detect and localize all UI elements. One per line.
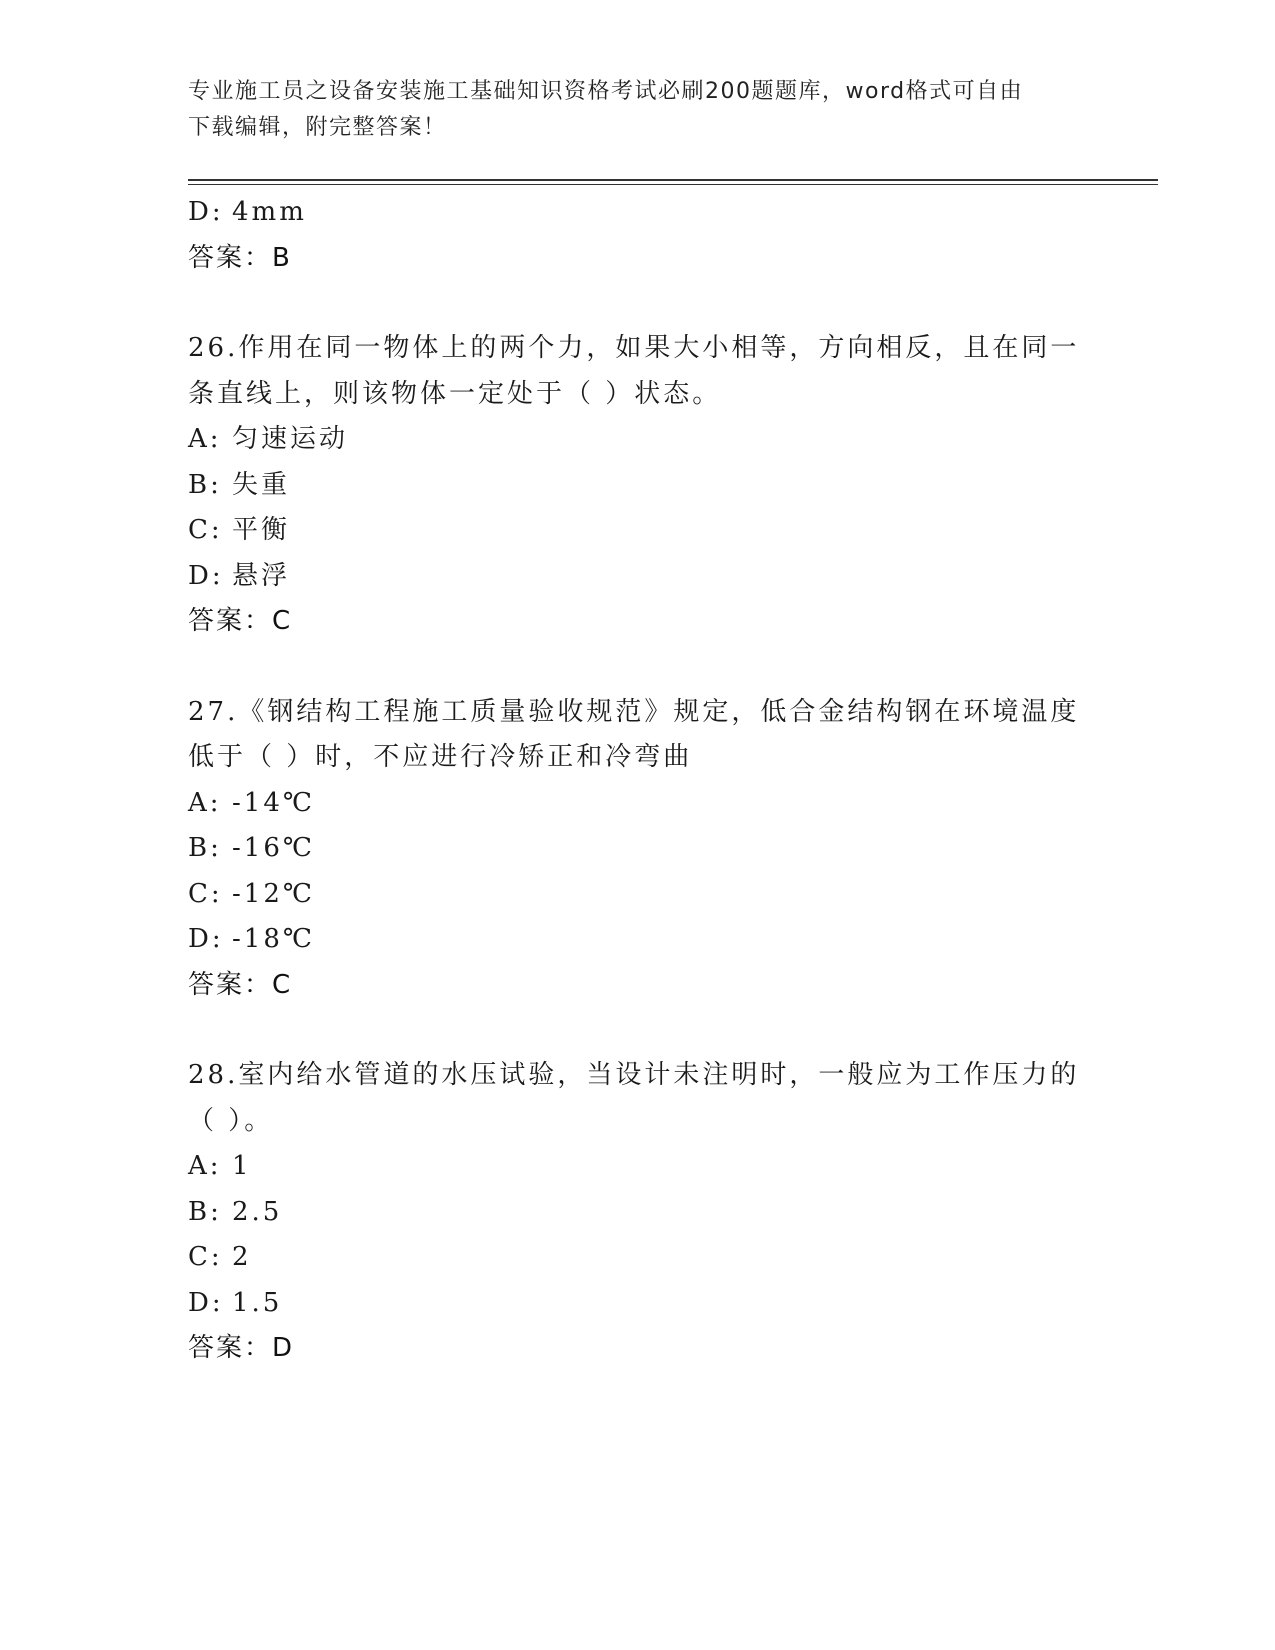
option-label: A: [188,787,222,818]
option-text: 4mm [232,197,307,227]
spacer [188,1008,1088,1053]
question-stem: 27.《钢结构工程施工质量验收规范》规定，低合金结构钢在环境温度 [188,696,1080,727]
question-stem: 条直线上，则该物体一定处于（ ）状态。 [188,378,722,409]
option-text: -16℃ [232,833,315,863]
option-text: 匀速运动 [232,424,349,454]
question-stem: 26.作用在同一物体上的两个力，如果大小相等，方向相反，且在同一 [188,333,1080,363]
option-text: 悬浮 [232,560,291,591]
option-text: -18℃ [232,924,315,954]
option-d [188,1281,1088,1327]
question-27 [188,690,1088,1009]
option-text: 平衡 [232,515,291,545]
option-label: A: [188,1151,222,1181]
option-label: D: [188,1287,224,1318]
option-label: D: [188,560,224,591]
document-body [188,190,1088,1372]
option-label: D: [188,924,224,954]
header-line-1: 专业施工员之设备安装施工基础知识资格考试必刷200题题库，word格式可自由 [188,79,1024,104]
option-text: 2.5 [232,1196,283,1227]
question-26 [188,326,1088,645]
option-label: A: [188,424,222,454]
question-stem: 低于（ ）时，不应进行冷矫正和冷弯曲 [188,742,693,772]
option-c [188,508,1088,554]
option-text: 1 [232,1151,252,1181]
question-28 [188,1053,1088,1372]
answer: 答案：D [188,1333,295,1363]
option-text: 1.5 [232,1287,283,1318]
option-text: -12℃ [232,878,315,909]
prev-option-d [188,190,1088,236]
option-a [188,417,1088,463]
option-c [188,872,1088,918]
option-d [188,554,1088,600]
option-label: C: [188,1242,223,1272]
header-line-2: 下载编辑，附完整答案！ [188,115,447,140]
option-b [188,463,1088,509]
question-stem: 28.室内给水管道的水压试验，当设计未注明时，一般应为工作压力的 [188,1060,1080,1090]
option-a [188,781,1088,827]
spacer [188,645,1088,690]
option-c [188,1235,1088,1281]
option-b [188,1190,1088,1236]
option-label: C: [188,515,223,545]
option-b [188,826,1088,872]
answer: 答案：C [188,969,293,1000]
document-header [188,74,1088,146]
option-label: B: [188,833,222,863]
option-d [188,917,1088,963]
option-label: B: [188,469,222,500]
header-divider-thin [188,184,1158,185]
option-label: C: [188,878,223,909]
question-stem: （ ）。 [188,1105,274,1136]
option-label: B: [188,1196,222,1227]
option-text: 2 [232,1242,252,1272]
prev-answer: 答案：B [188,242,292,273]
option-label: D: [188,197,224,227]
option-text: 失重 [232,469,291,500]
header-divider-thick [188,179,1158,181]
spacer [188,281,1088,326]
option-a [188,1144,1088,1190]
answer: 答案：C [188,606,293,636]
option-text: -14℃ [232,787,315,818]
